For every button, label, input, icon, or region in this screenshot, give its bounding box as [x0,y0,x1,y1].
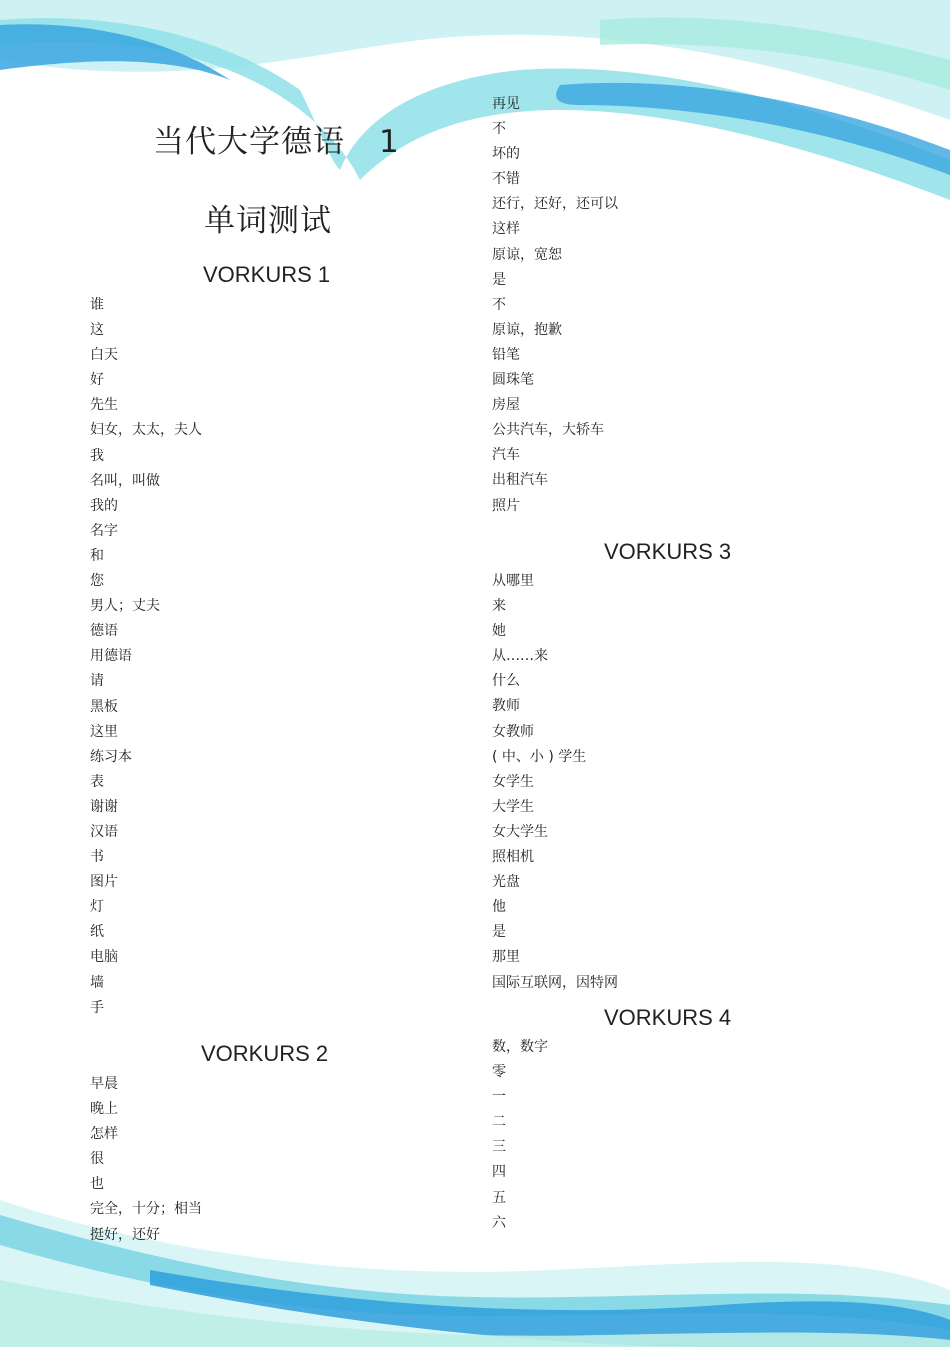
word-item: 什么 [492,673,520,690]
section-heading-vorkurs-3: VORKURS 3 [604,539,732,564]
word-list-vorkurs-3 [492,569,618,996]
word-item: 黑板 [90,698,118,715]
word-item: 表 [90,773,104,790]
document-title [153,116,400,161]
word-item: 六 [492,1214,506,1231]
word-item: 不 [492,296,506,313]
word-item: 零 [492,1064,506,1081]
word-item: 怎样 [90,1126,118,1143]
document-title-number: 1 [379,124,400,160]
word-item: 再见 [492,96,520,112]
word-item: 汽车 [492,447,520,464]
word-item: 从哪里 [492,573,534,589]
document-subtitle: 单词测试 [204,203,332,239]
word-item: 铅笔 [492,346,520,363]
word-item: 电脑 [90,949,118,966]
word-item: 是 [492,924,506,941]
word-item: 那里 [492,949,520,966]
word-item: 手 [90,999,104,1016]
word-item: 书 [90,849,104,866]
word-item: 我的 [90,497,118,514]
word-item: 也 [90,1176,104,1193]
word-item: 名字 [90,522,118,539]
word-item: 国际互联网，因特网 [492,974,618,991]
word-item: 圆珠笔 [492,372,534,389]
word-item: 公共汽车，大轿车 [492,422,604,439]
word-item: 图片 [90,874,118,891]
word-item: ( 中、小 ) 学生 [492,748,587,765]
word-item: 照片 [492,497,520,514]
word-item: 教师 [492,698,520,715]
word-list-vorkurs-2-continued [492,92,618,519]
word-item: 纸 [90,924,104,941]
word-item: 德语 [90,623,118,640]
word-item: 您 [90,573,104,590]
word-item: 先生 [90,397,118,414]
word-item: 从……来 [492,648,548,665]
word-item: 好 [90,372,104,389]
section-heading-vorkurs-1: VORKURS 1 [203,262,331,287]
word-item: 这 [90,322,104,339]
word-item: 来 [492,598,506,615]
word-item: 汉语 [90,823,118,840]
word-item: 数，数字 [492,1039,548,1055]
word-item: 坏的 [492,146,520,163]
word-item: 不 [492,121,506,138]
word-item: 出租汽车 [492,472,548,489]
word-item: 她 [492,623,506,640]
word-item: 照相机 [492,849,534,866]
word-item: 我 [90,447,104,464]
word-item: 这样 [492,221,520,238]
word-item: 谁 [90,297,104,313]
word-item: 一 [492,1089,506,1106]
word-item: 墙 [90,974,104,991]
word-item: 白天 [90,347,118,364]
word-item: 很 [90,1151,104,1168]
word-list-vorkurs-4 [492,1035,548,1236]
word-item: 早晨 [90,1076,118,1092]
word-item: 女教师 [492,723,534,740]
word-item: 用德语 [90,648,132,665]
word-item: 房屋 [492,397,520,414]
word-item: 还行，还好，还可以 [492,196,618,213]
word-item: 不错 [492,171,520,188]
word-item: 四 [492,1164,506,1181]
word-item: 妇女，太太，夫人 [90,422,202,439]
word-item: 晚上 [90,1101,118,1118]
word-list-vorkurs-1 [90,293,202,1021]
document-title-text: 当代大学德语 [153,124,345,160]
word-item: 挺好，还好 [90,1226,160,1243]
word-item: 这里 [90,723,118,740]
word-item: 女学生 [492,773,534,790]
section-heading-vorkurs-4: VORKURS 4 [604,1005,732,1030]
word-item: 五 [492,1189,506,1206]
word-item: 大学生 [492,798,534,815]
word-item: 完全，十分；相当 [90,1201,202,1218]
word-item: 三 [492,1139,506,1156]
word-list-vorkurs-2 [90,1072,202,1248]
word-item: 名叫，叫做 [90,472,160,489]
word-item: 男人；丈夫 [90,598,160,615]
word-item: 和 [90,547,104,564]
word-item: 谢谢 [90,798,118,815]
word-item: 原谅，宽恕 [492,246,562,263]
word-item: 是 [492,271,506,288]
word-item: 灯 [90,899,104,916]
word-item: 练习本 [90,748,132,765]
word-item: 请 [90,673,104,690]
word-item: 二 [492,1114,506,1131]
word-item: 原谅，抱歉 [492,321,562,338]
section-heading-vorkurs-2: VORKURS 2 [201,1041,329,1066]
word-item: 他 [492,899,506,916]
word-item: 女大学生 [492,823,548,840]
word-item: 光盘 [492,874,520,891]
